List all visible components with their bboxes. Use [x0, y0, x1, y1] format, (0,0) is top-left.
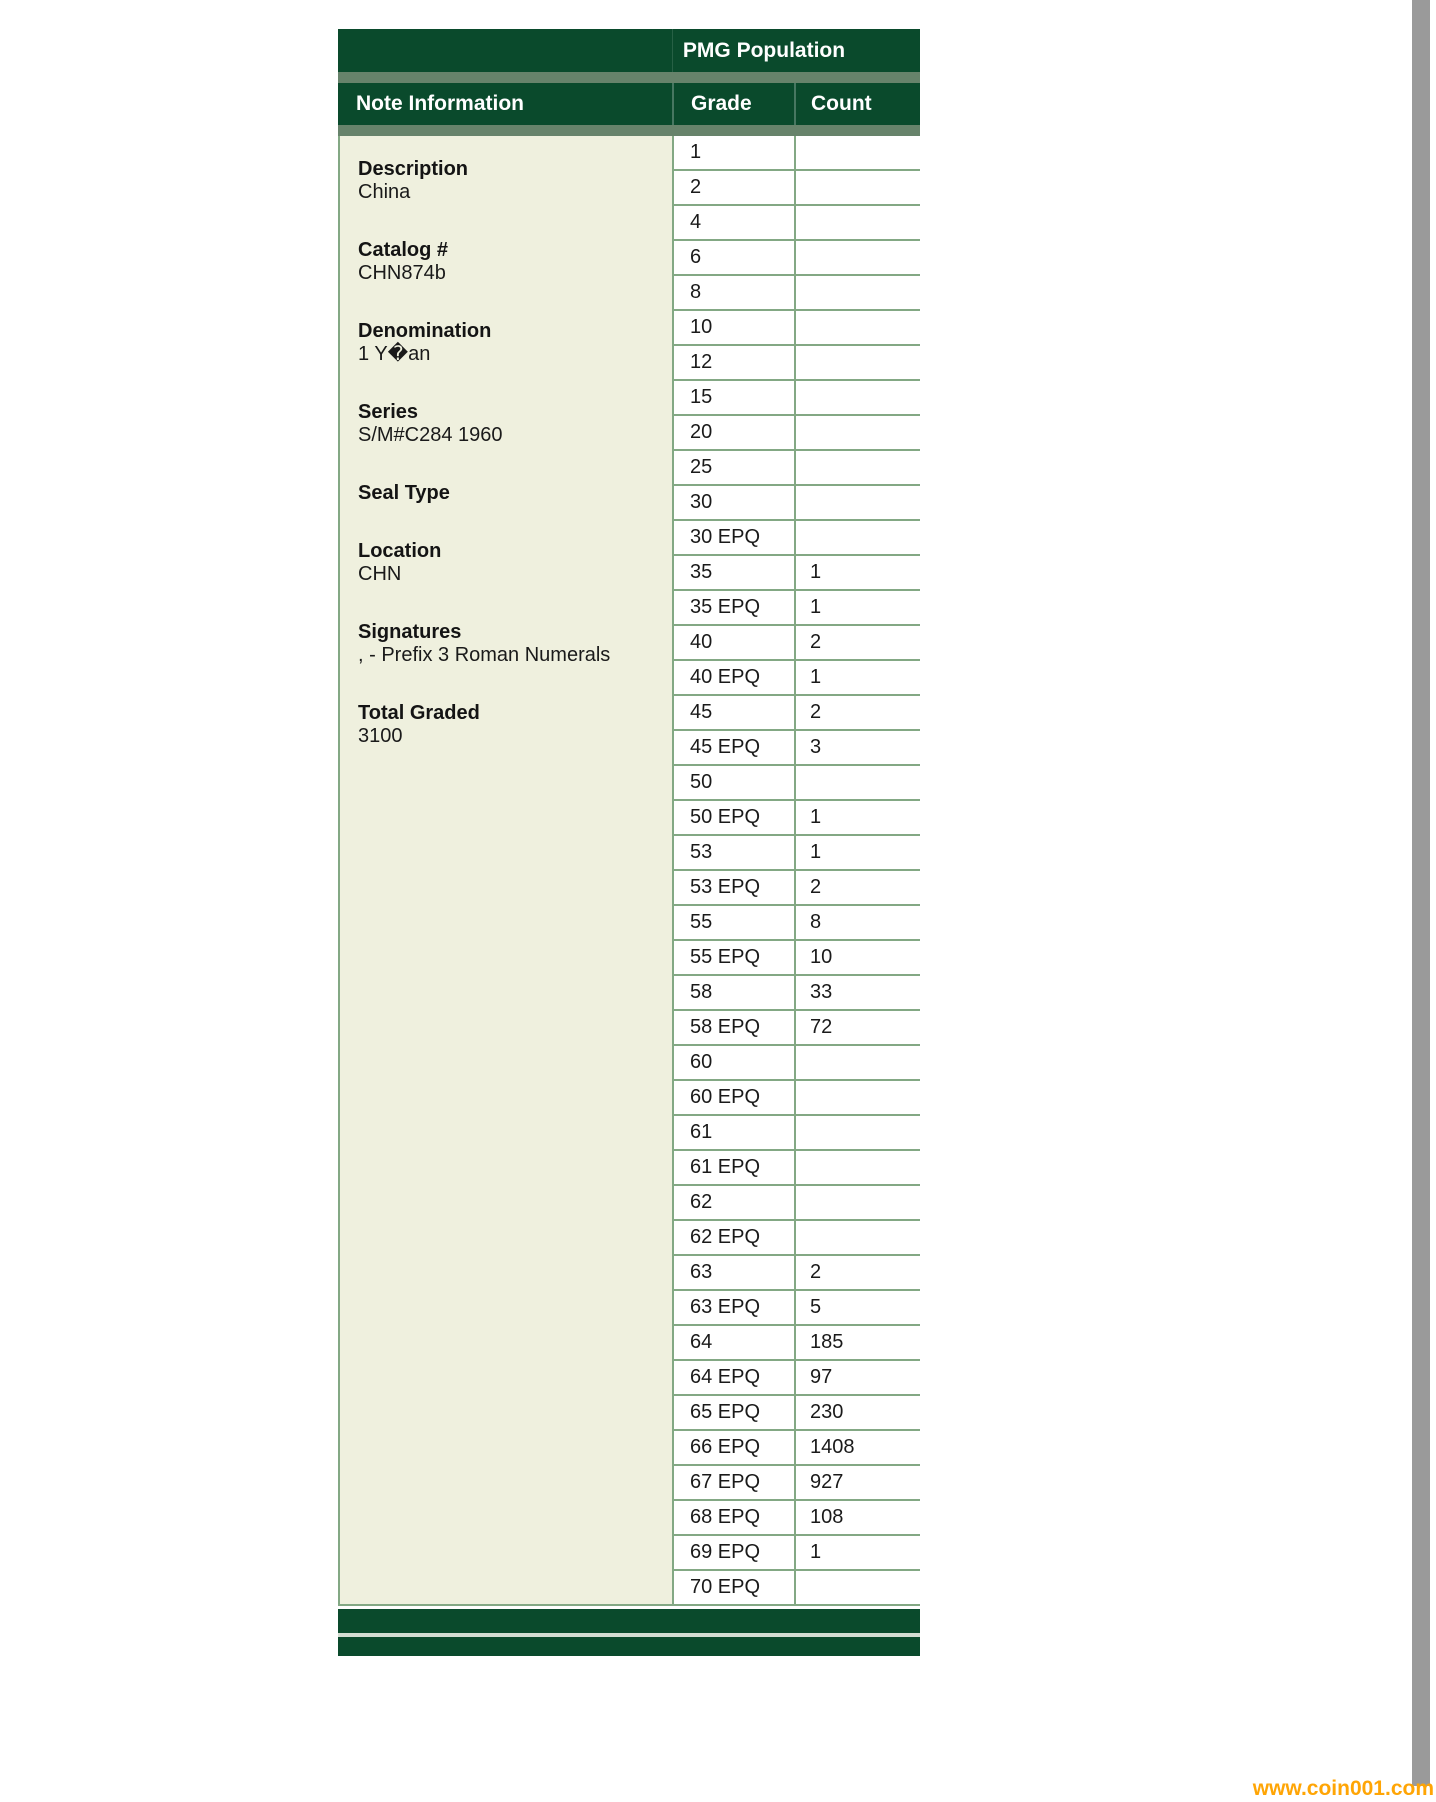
- table-row: [672, 451, 920, 486]
- count-cell: 1: [794, 801, 920, 836]
- count-cell: 8: [794, 906, 920, 941]
- info-label: Description: [358, 158, 469, 180]
- grade-cell: 40: [672, 626, 794, 661]
- separator-strip-header: [338, 125, 920, 136]
- grade-cell: 25: [672, 451, 794, 486]
- grade-cell: 20: [672, 416, 794, 451]
- grade-cell: 50: [672, 766, 794, 801]
- count-cell: [794, 521, 920, 556]
- table-row: [672, 1326, 920, 1361]
- info-group: [358, 540, 654, 586]
- table-row: [672, 1256, 920, 1291]
- grade-cell: 12: [672, 346, 794, 381]
- info-label: Catalog #: [358, 239, 449, 261]
- table-row: [672, 416, 920, 451]
- count-cell: 1: [794, 661, 920, 696]
- info-label: Location: [358, 540, 442, 562]
- separator-strip-top: [338, 72, 920, 83]
- grade-cell: 60 EPQ: [672, 1081, 794, 1116]
- count-cell: 1: [794, 591, 920, 626]
- count-cell: 230: [794, 1396, 920, 1431]
- info-group: [358, 239, 654, 285]
- grade-cell: 69 EPQ: [672, 1536, 794, 1571]
- grade-cell: 58: [672, 976, 794, 1011]
- table-row: [672, 766, 920, 801]
- info-group: [358, 158, 654, 204]
- table-row: [672, 1151, 920, 1186]
- table-row: [672, 871, 920, 906]
- info-group: [358, 482, 654, 505]
- table-row: [672, 801, 920, 836]
- count-cell: [794, 1221, 920, 1256]
- grade-cell: 61: [672, 1116, 794, 1151]
- grade-cell: 70 EPQ: [672, 1571, 794, 1606]
- table-title-bar: [338, 29, 920, 72]
- grade-cell: 35: [672, 556, 794, 591]
- info-value: 3100: [358, 725, 403, 747]
- table-row: [672, 661, 920, 696]
- count-cell: 927: [794, 1466, 920, 1501]
- page-scrollbar[interactable]: [1412, 0, 1430, 1786]
- grade-cell: 55 EPQ: [672, 941, 794, 976]
- table-row: [672, 1011, 920, 1046]
- info-value: China: [358, 181, 411, 203]
- table-row: [672, 1291, 920, 1326]
- count-cell: [794, 1571, 920, 1606]
- grade-cell: 35 EPQ: [672, 591, 794, 626]
- info-label: Total Graded: [358, 702, 480, 724]
- population-rows: [672, 136, 920, 1606]
- info-value: , - Prefix 3 Roman Numerals: [358, 644, 611, 666]
- count-cell: [794, 1116, 920, 1151]
- grade-cell: 64: [672, 1326, 794, 1361]
- grade-cell: 62 EPQ: [672, 1221, 794, 1256]
- footer-bar-top: [338, 1609, 920, 1633]
- count-cell: 5: [794, 1291, 920, 1326]
- header-count: Count: [794, 83, 920, 125]
- header-note-information: Note Information: [356, 92, 524, 115]
- table-row: [672, 1116, 920, 1151]
- table-row: [672, 836, 920, 871]
- grade-cell: 2: [672, 171, 794, 206]
- info-group: [358, 702, 654, 748]
- table-row: [672, 381, 920, 416]
- table-row: [672, 206, 920, 241]
- count-cell: 1: [794, 1536, 920, 1571]
- grade-cell: 62: [672, 1186, 794, 1221]
- table-row: [672, 1466, 920, 1501]
- table-row: [672, 311, 920, 346]
- table-row: [672, 626, 920, 661]
- count-cell: 97: [794, 1361, 920, 1396]
- table-row: [672, 731, 920, 766]
- count-cell: 108: [794, 1501, 920, 1536]
- count-cell: 2: [794, 871, 920, 906]
- info-group: [358, 320, 654, 366]
- grade-cell: 50 EPQ: [672, 801, 794, 836]
- grade-cell: 6: [672, 241, 794, 276]
- note-info-panel: [338, 136, 672, 1606]
- info-label: Seal Type: [358, 482, 450, 504]
- grade-cell: 45: [672, 696, 794, 731]
- info-value: CHN874b: [358, 262, 446, 284]
- count-cell: [794, 451, 920, 486]
- count-cell: 2: [794, 1256, 920, 1291]
- table-row: [672, 171, 920, 206]
- count-cell: [794, 346, 920, 381]
- grade-cell: 61 EPQ: [672, 1151, 794, 1186]
- grade-cell: 45 EPQ: [672, 731, 794, 766]
- table-row: [672, 556, 920, 591]
- info-group: [358, 401, 654, 447]
- count-cell: 2: [794, 696, 920, 731]
- grade-cell: 4: [672, 206, 794, 241]
- count-cell: 3: [794, 731, 920, 766]
- count-cell: [794, 1046, 920, 1081]
- info-value: 1 Y�an: [358, 343, 431, 365]
- table-row: [672, 486, 920, 521]
- grade-cell: 53 EPQ: [672, 871, 794, 906]
- count-cell: 1408: [794, 1431, 920, 1466]
- count-cell: [794, 486, 920, 521]
- table-row: [672, 1501, 920, 1536]
- count-cell: [794, 276, 920, 311]
- count-cell: [794, 171, 920, 206]
- count-cell: [794, 381, 920, 416]
- grade-cell: 66 EPQ: [672, 1431, 794, 1466]
- count-cell: [794, 241, 920, 276]
- table-row: [672, 906, 920, 941]
- grade-cell: 63 EPQ: [672, 1291, 794, 1326]
- count-cell: [794, 1186, 920, 1221]
- count-cell: 2: [794, 626, 920, 661]
- count-cell: 185: [794, 1326, 920, 1361]
- grade-cell: 64 EPQ: [672, 1361, 794, 1396]
- table-row: [672, 696, 920, 731]
- grade-cell: 58 EPQ: [672, 1011, 794, 1046]
- grade-cell: 67 EPQ: [672, 1466, 794, 1501]
- grade-cell: 8: [672, 276, 794, 311]
- grade-cell: 30: [672, 486, 794, 521]
- header-grade: Grade: [672, 83, 794, 125]
- count-cell: 72: [794, 1011, 920, 1046]
- column-header-row: [338, 83, 920, 125]
- count-cell: [794, 1081, 920, 1116]
- count-cell: 1: [794, 556, 920, 591]
- info-label: Denomination: [358, 320, 492, 342]
- table-row: [672, 941, 920, 976]
- table-row: [672, 241, 920, 276]
- grade-cell: 55: [672, 906, 794, 941]
- grade-cell: 10: [672, 311, 794, 346]
- grade-cell: 30 EPQ: [672, 521, 794, 556]
- info-group: [358, 621, 654, 667]
- grade-cell: 40 EPQ: [672, 661, 794, 696]
- table-row: [672, 1221, 920, 1256]
- table-body: [338, 136, 920, 1606]
- table-row: [672, 136, 920, 171]
- count-cell: [794, 206, 920, 241]
- table-row: [672, 1186, 920, 1221]
- count-cell: 1: [794, 836, 920, 871]
- table-row: [672, 1046, 920, 1081]
- watermark-text: www.coin001.com: [1252, 1777, 1434, 1800]
- table-row: [672, 1431, 920, 1466]
- count-cell: 33: [794, 976, 920, 1011]
- count-cell: [794, 1151, 920, 1186]
- grade-cell: 63: [672, 1256, 794, 1291]
- info-value: CHN: [358, 563, 402, 585]
- footer-bar-bottom: [338, 1637, 920, 1656]
- table-row: [672, 1536, 920, 1571]
- table-row: [672, 976, 920, 1011]
- info-label: Series: [358, 401, 419, 423]
- grade-cell: 60: [672, 1046, 794, 1081]
- table-row: [672, 346, 920, 381]
- grade-cell: 15: [672, 381, 794, 416]
- table-row: [672, 1571, 920, 1606]
- grade-cell: 65 EPQ: [672, 1396, 794, 1431]
- count-cell: [794, 416, 920, 451]
- table-row: [672, 1396, 920, 1431]
- count-cell: [794, 136, 920, 171]
- table-row: [672, 521, 920, 556]
- table-row: [672, 276, 920, 311]
- pmg-population-table: [338, 29, 920, 1656]
- table-row: [672, 591, 920, 626]
- info-value: S/M#C284 1960: [358, 424, 503, 446]
- info-label: Signatures: [358, 621, 462, 643]
- count-cell: [794, 311, 920, 346]
- grade-cell: 68 EPQ: [672, 1501, 794, 1536]
- grade-cell: 53: [672, 836, 794, 871]
- table-row: [672, 1081, 920, 1116]
- grade-cell: 1: [672, 136, 794, 171]
- count-cell: [794, 766, 920, 801]
- table-row: [672, 1361, 920, 1396]
- count-cell: 10: [794, 941, 920, 976]
- table-title: PMG Population: [682, 38, 846, 62]
- title-bar-spacer: [338, 29, 608, 72]
